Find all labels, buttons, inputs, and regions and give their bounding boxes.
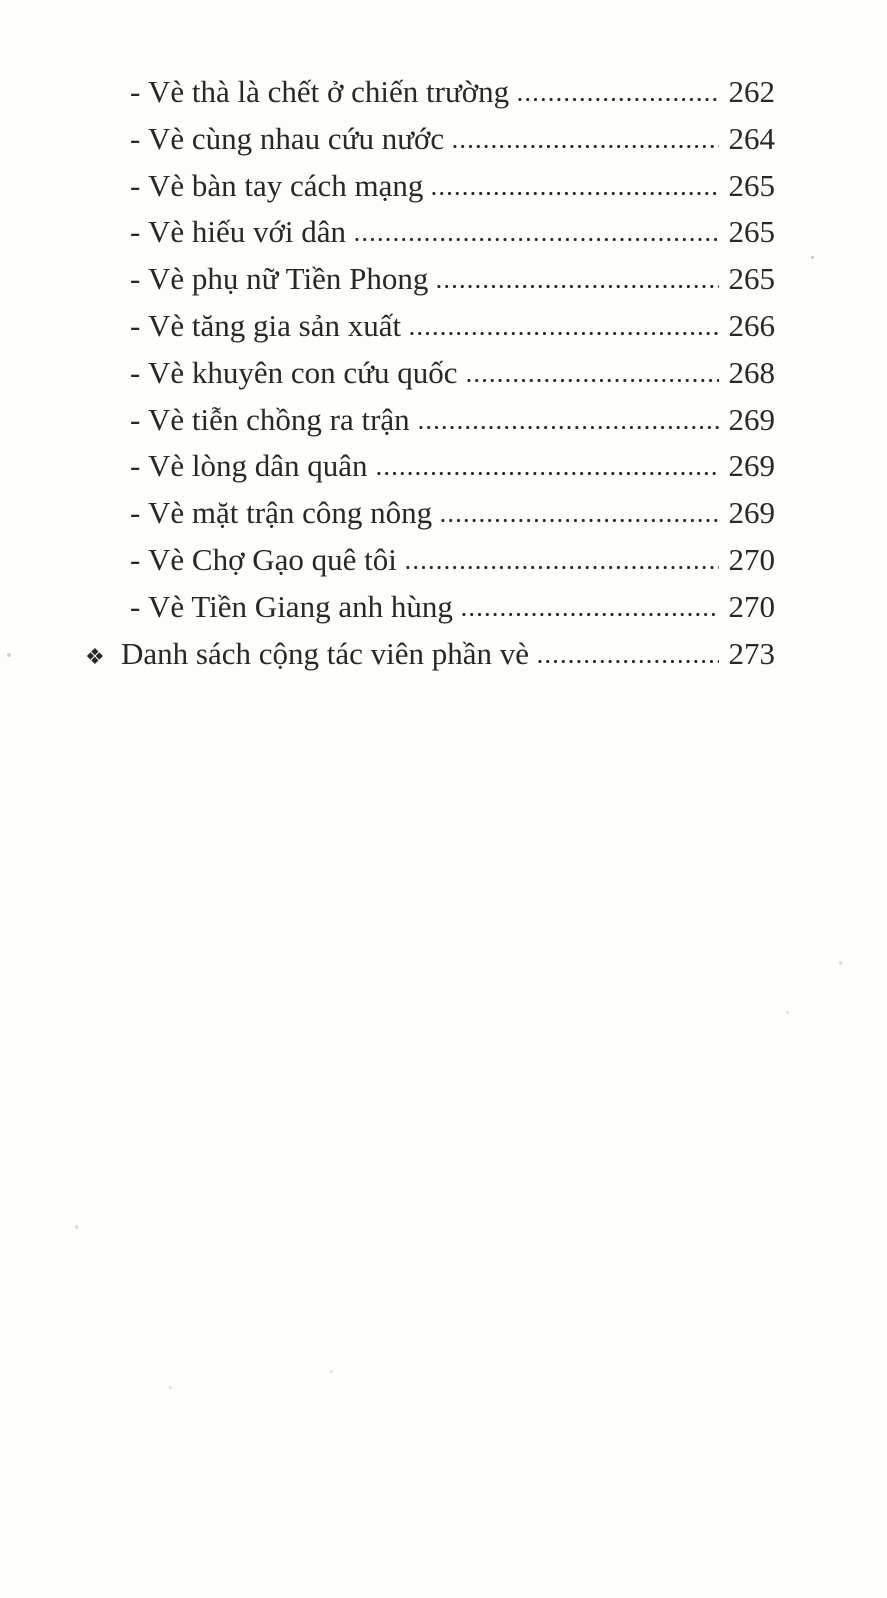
entry-title: Vè Tiền Giang anh hùng <box>148 588 453 624</box>
toc-entry <box>85 74 775 121</box>
entry-marker-icon: - <box>130 541 141 577</box>
entry-marker-icon: - <box>130 120 141 156</box>
toc-entry <box>85 402 775 449</box>
entry-title: Vè bàn tay cách mạng <box>148 167 424 203</box>
toc-entry <box>85 261 775 308</box>
toc-entry <box>85 355 775 402</box>
scan-speck <box>811 256 814 259</box>
scan-speck <box>839 961 842 965</box>
toc-entry <box>85 636 775 683</box>
entry-title: Vè tiễn chồng ra trận <box>148 401 410 437</box>
dot-leader <box>435 284 719 289</box>
scan-speck <box>786 1011 789 1014</box>
table-of-contents <box>85 74 775 682</box>
toc-entry <box>85 589 775 636</box>
scan-speck <box>75 1225 78 1229</box>
toc-entry <box>85 308 775 355</box>
toc-entry <box>85 168 775 215</box>
entry-title: Vè khuyên con cứu quốc <box>148 354 458 390</box>
dot-leader <box>430 191 719 196</box>
entry-title: Vè phụ nữ Tiền Phong <box>148 261 429 297</box>
entry-marker-icon: - <box>130 307 141 343</box>
entry-page-number: 266 <box>728 307 775 343</box>
scan-speck <box>7 653 11 657</box>
entry-marker-icon: - <box>130 401 141 437</box>
entry-page-number: 269 <box>728 495 775 531</box>
toc-entry <box>85 121 775 168</box>
entry-page-number: 265 <box>728 261 775 297</box>
entry-title: Danh sách cộng tác viên phần vè <box>121 635 530 671</box>
entry-page-number: 268 <box>728 354 775 390</box>
entry-page-number: 269 <box>728 448 775 484</box>
scan-speck <box>169 1386 172 1389</box>
entry-page-number: 265 <box>728 167 775 203</box>
entry-marker-icon: ❖ <box>85 644 105 670</box>
toc-entry <box>85 448 775 495</box>
dot-leader <box>408 331 719 336</box>
entry-title: Vè hiếu với dân <box>148 214 347 250</box>
entry-title: Vè cùng nhau cứu nước <box>148 120 445 156</box>
dot-leader <box>404 565 719 570</box>
dot-leader <box>465 378 720 383</box>
entry-title: Vè mặt trận công nông <box>148 495 433 531</box>
dot-leader <box>353 237 719 242</box>
entry-page-number: 273 <box>728 635 775 671</box>
dot-leader <box>516 97 719 102</box>
entry-title: Vè Chợ Gạo quê tôi <box>148 541 397 577</box>
entry-marker-icon: - <box>130 588 141 624</box>
entry-marker-icon: - <box>130 448 141 484</box>
entry-marker-icon: - <box>130 261 141 297</box>
entry-page-number: 270 <box>728 588 775 624</box>
dot-leader <box>439 518 719 523</box>
entry-page-number: 269 <box>728 401 775 437</box>
entry-marker-icon: - <box>130 495 141 531</box>
entry-marker-icon: - <box>130 167 141 203</box>
entry-title: Vè thà là chết ở chiến trường <box>148 74 510 109</box>
entry-page-number: 262 <box>728 74 775 109</box>
entry-marker-icon: - <box>130 74 141 109</box>
dot-leader <box>375 471 719 476</box>
dot-leader <box>460 612 719 617</box>
entry-title: Vè lòng dân quân <box>148 448 368 484</box>
entry-page-number: 270 <box>728 541 775 577</box>
dot-leader <box>417 425 719 430</box>
dot-leader <box>451 144 719 149</box>
entry-page-number: 265 <box>728 214 775 250</box>
toc-entry <box>85 542 775 589</box>
dot-leader <box>536 659 719 664</box>
toc-entry <box>85 495 775 542</box>
entry-marker-icon: - <box>130 214 141 250</box>
toc-entry <box>85 214 775 261</box>
entry-title: Vè tăng gia sản xuất <box>148 307 402 343</box>
entry-marker-icon: - <box>130 354 141 390</box>
entry-page-number: 264 <box>728 120 775 156</box>
scan-speck <box>330 1370 333 1373</box>
